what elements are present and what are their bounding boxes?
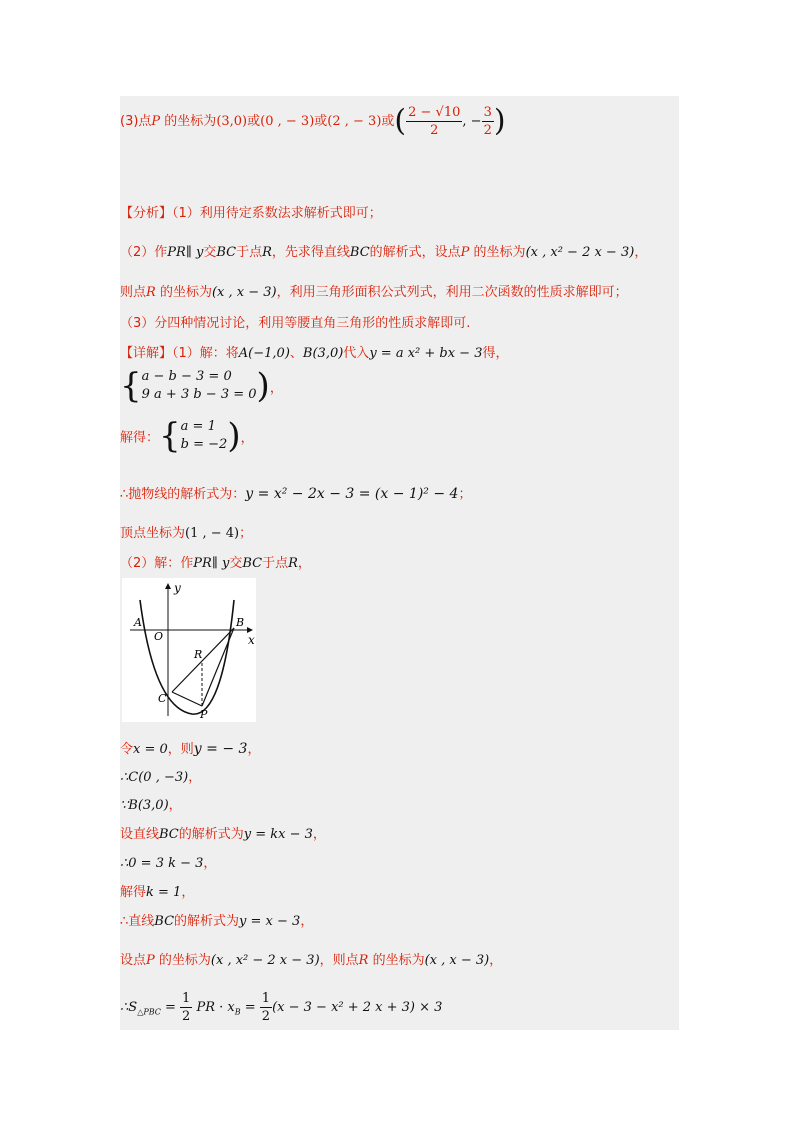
half-num-1: 1 (182, 991, 191, 1006)
c-tail: ， (188, 770, 202, 785)
parabola-tail: ； (458, 487, 472, 502)
label-a: A (134, 616, 142, 629)
bc-d: y = x − 3 (239, 914, 301, 929)
p2g: ， (297, 556, 311, 571)
fraction-1 (406, 104, 462, 139)
solve-label: 解得： (120, 430, 160, 446)
point-1: (3,0) (216, 114, 248, 129)
b-point: ∵B(3,0) (120, 798, 169, 813)
set-d: y = kx − 3 (243, 827, 313, 842)
a2l: (x , x² − 2 x − 3) (525, 245, 635, 260)
point-3: (2 , − 3) (327, 114, 382, 129)
d1g: 得， (482, 346, 509, 361)
left-brace: { (120, 366, 142, 406)
d1f: y = a x² + bx − 3 (369, 346, 483, 361)
label-r: R (194, 648, 203, 661)
d1c: 、 (289, 346, 303, 361)
system-1-tail: ， (269, 380, 283, 396)
a2f: R (262, 245, 272, 260)
set-b: BC (159, 827, 179, 842)
vertex-tail: ； (239, 526, 253, 541)
c-point-line (120, 766, 201, 785)
a2a: （2）作 (120, 245, 168, 260)
parabola-line (120, 483, 471, 502)
bc-b: BC (154, 914, 175, 929)
p2a: （2）解：作 (120, 556, 194, 571)
parabola-curve (140, 600, 234, 714)
p2d: BC (242, 556, 263, 571)
eq0: ∴0 = 3 k − 3 (120, 856, 204, 871)
answer-part3 (120, 104, 506, 139)
area-line (120, 990, 442, 1025)
sp-c: 的坐标为 (154, 953, 211, 968)
fraction-1-den: 2 (430, 123, 439, 138)
line-pb (202, 628, 234, 706)
d1b: A(−1,0) (238, 346, 290, 361)
var-p: P (151, 114, 161, 129)
analysis-1-text: （1）利用待定系数法求解析式即可； (172, 206, 382, 221)
b-tail: ， (168, 798, 182, 813)
parabola-figure-svg (122, 578, 256, 722)
let-line (120, 738, 260, 757)
set-c: 的解析式为 (178, 827, 244, 842)
k-b: k = 1 (146, 885, 182, 900)
label-p: P (200, 708, 208, 721)
analysis-3 (120, 281, 628, 300)
let-e: ， (247, 742, 261, 757)
vertex-value: (1 , − 4) (185, 526, 240, 541)
a2e: 于点 (236, 245, 263, 260)
sp-f: R (358, 953, 369, 968)
k-c: ， (181, 885, 195, 900)
half-num-2: 1 (261, 991, 271, 1006)
label-c: C (158, 692, 167, 705)
area-expr: (x − 3 − x² + 2 x + 3) × 3 (272, 1000, 443, 1015)
point-2: (0 , − 3) (260, 114, 315, 129)
let-c: ，则 (167, 742, 194, 757)
label-o: O (154, 630, 164, 643)
or-2: 或 (314, 114, 328, 129)
let-a: 令 (120, 742, 134, 757)
set-line (120, 823, 326, 842)
area-half-1 (180, 990, 192, 1025)
left-brace-2: { (159, 416, 181, 456)
vertex-label: 顶点坐标为 (120, 526, 186, 541)
set-e: ， (312, 827, 326, 842)
set-a: 设直线 (120, 827, 160, 842)
a2i: 的解析式，设点 (369, 245, 461, 260)
open-paren: ( (394, 103, 407, 139)
p2f: R (288, 556, 298, 571)
k-line (120, 881, 194, 900)
label-b: B (236, 616, 245, 629)
system-1-rows (142, 368, 257, 404)
eq0-tail: ， (203, 856, 217, 871)
area-sub: △PBC (137, 1007, 161, 1017)
bc-e: ， (300, 914, 314, 929)
p2e: 于点 (262, 556, 289, 571)
a2h: BC (349, 245, 370, 260)
answer-prefix: (3)点 (120, 114, 152, 129)
a3c: 的坐标为 (155, 285, 212, 300)
fraction-1-num: 2 − √10 (408, 105, 461, 120)
p2c: 交 (229, 556, 243, 571)
let-b: x = 0 (133, 742, 168, 757)
area-c-sub: B (234, 1007, 241, 1017)
analysis-2 (120, 241, 647, 260)
half-den-1: 2 (182, 1009, 191, 1024)
part2-line (120, 552, 311, 571)
right-paren-2: ) (227, 416, 241, 456)
document-page (120, 96, 679, 1030)
area-a: ∴S (120, 1000, 138, 1015)
a3d: (x , x − 3) (211, 285, 277, 300)
comma: , − (462, 114, 482, 129)
system-2 (120, 418, 254, 454)
sp-i: ， (489, 953, 503, 968)
d1e: 代入 (343, 346, 370, 361)
line-cp (172, 692, 202, 706)
fraction-2-num: 3 (483, 105, 492, 120)
parabola-label: ∴抛物线的解析式为： (120, 487, 246, 502)
x-axis-label: x (248, 633, 255, 647)
k-a: 解得 (120, 885, 147, 900)
a2b: PR∥ y (167, 245, 204, 260)
analysis-4 (120, 312, 470, 331)
area-c: PR · x (192, 1000, 235, 1015)
sp-h: (x , x − 3) (424, 953, 490, 968)
sp-e: ，则点 (319, 953, 359, 968)
a2m: ， (634, 245, 648, 260)
d1a: （1）解：将 (172, 346, 239, 361)
sp-g: 的坐标为 (368, 953, 425, 968)
analysis-1 (120, 202, 382, 221)
bc-c: 的解析式为 (174, 914, 240, 929)
a2g: ，先求得直线 (271, 245, 350, 260)
a3b: R (146, 285, 156, 300)
area-eq: = (160, 1000, 181, 1015)
system-2-rows (181, 418, 228, 454)
sp-a: 设点 (120, 953, 147, 968)
bc-line (120, 910, 313, 929)
y-axis-label: y (174, 581, 181, 595)
area-s (120, 1000, 161, 1015)
detail-1 (120, 342, 509, 361)
let-d: y = − 3 (193, 741, 248, 757)
analysis-heading: 【分析】 (120, 206, 173, 221)
p2b: PR∥ y (193, 556, 230, 571)
sp-d: (x , x² − 2 x − 3) (210, 953, 320, 968)
a2d: BC (216, 245, 237, 260)
system-2-block (159, 418, 254, 454)
or-3: 或 (381, 114, 395, 129)
sp-b: P (146, 953, 155, 968)
a2k: 的坐标为 (469, 245, 526, 260)
eq0-line (120, 852, 216, 871)
parabola-figure (122, 578, 256, 722)
area-c-wrap (192, 1000, 240, 1015)
system-2-tail: ， (240, 430, 254, 446)
bc-a: ∴直线 (120, 914, 155, 929)
fraction-2-den: 2 (483, 123, 492, 138)
system-2-row-1: a = 1 (180, 419, 216, 434)
a2c: 交 (203, 245, 217, 260)
c-point: ∴C(0 , −3) (120, 770, 189, 785)
a4: （3）分四种情况讨论，利用等腰直角三角形的性质求解即可. (120, 316, 471, 331)
or-1: 或 (247, 114, 261, 129)
right-paren: ) (256, 366, 270, 406)
answer-text: 的坐标为 (160, 114, 217, 129)
area-eq-2: = (240, 1000, 260, 1015)
system-2-row-2: b = −2 (180, 437, 228, 452)
vertex-line (120, 522, 252, 541)
system-1-row-1: a − b − 3 = 0 (141, 369, 232, 384)
system-1 (120, 368, 283, 404)
system-1-block (120, 368, 283, 404)
area-half-2 (260, 990, 272, 1025)
half-den-2: 2 (261, 1009, 271, 1024)
set-p-line (120, 949, 502, 968)
close-paren: ) (493, 103, 506, 139)
a3a: 则点 (120, 285, 147, 300)
b-point-line (120, 794, 182, 813)
system-1-row-2: 9 a + 3 b − 3 = 0 (141, 387, 257, 402)
d1d: B(3,0) (302, 346, 344, 361)
fraction-2 (482, 104, 494, 139)
detail-heading: 【详解】 (120, 346, 173, 361)
a3e: ，利用三角形面积公式列式，利用二次函数的性质求解即可； (276, 285, 628, 300)
a2j: P (460, 245, 470, 260)
parabola-expr: y = x² − 2x − 3 = (x − 1)² − 4 (245, 486, 459, 502)
